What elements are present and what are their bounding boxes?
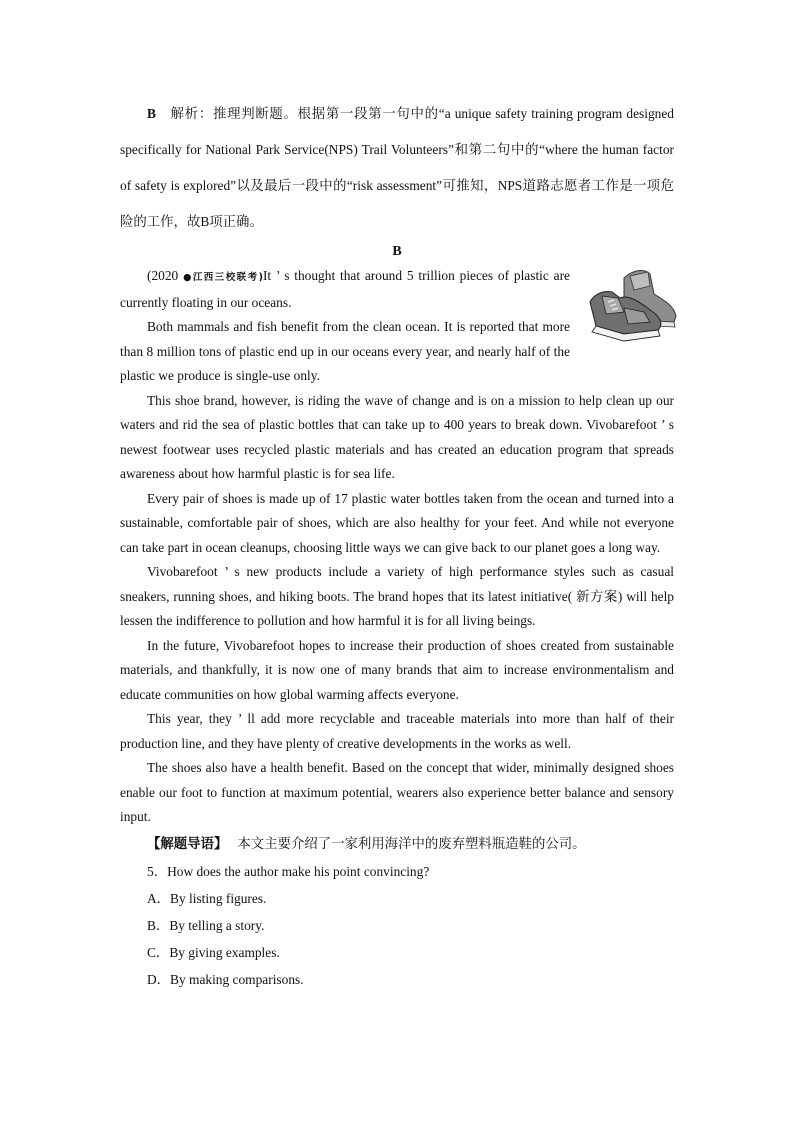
reading-guide [120,830,674,858]
explanation-text: 解析：推理判断题。根据第一段第一句中的“a unique safety training program designed specifically for National Park Service(NPS) Trail Volunteers”和第二句中的“where the human factor of safety is explored”以及最后一段中的“risk assessment”可推知，NPS道路志愿者工作是一项危险的工作，故B项正确。 [120,106,674,229]
guide-tag: 【解题导语】 [147,835,228,851]
guide-text: 本文主要介绍了一家利用海洋中的废弃塑料瓶造鞋的公司。 [237,835,586,851]
passage-paragraph-5: Vivobarefoot ’ s new products include a variety of high performance styles such as casual sneakers, running shoes, and hiking boots. The brand hopes that its latest initiative( 新方案) will help lessen the indifference to pollution and how harmful it is for all living beings. [120,564,674,628]
passage-paragraph-3: This shoe brand, however, is riding the wave of change and is on a mission to help clean up our waters and rid the sea of plastic bottles that can take up to 400 years to break down. Vivobarefoot ’ s newest footwear uses recycled plastic materials and has created an education program that spreads awareness about how harmful plastic is for sea life. [120,392,674,481]
document-page [120,96,674,993]
option-d: D．By making comparisons. [147,971,304,987]
passage-paragraph-4: Every pair of shoes is made up of 17 plastic water bottles taken from the ocean and turned into a sustainable, comfortable pair of shoes, which are also healthy for your feet. And while not everyone can take part in ocean cleanups, choosing little ways we can give back to our planet goes a long way. [120,490,674,555]
reading-passage [120,264,674,830]
paragraph-1-text: It ’ s thought that around 5 trillion pieces of plastic are currently floating in our oceans. [120,268,570,310]
option-b: B．By telling a story. [147,917,265,933]
section-title: B [392,244,402,259]
passage-paragraph-2: Both mammals and fish benefit from the clean ocean. It is reported that more than 8 million tons of plastic end up in our oceans every year, and nearly half of the plastic we produce is single-use only. [120,319,570,383]
option-a: A．By listing figures. [147,890,267,906]
answer-letter: B [147,106,156,121]
answer-explanation [120,96,674,240]
option-c: C．By giving examples. [147,944,280,960]
passage-paragraph-8: The shoes also have a health benefit. Based on the concept that wider, minimally designed shoes enable our foot to function at maximum potential, wearers also experience better balance and sensory input. [120,760,674,824]
question-stem: 5．How does the author make his point convincing? [147,863,430,879]
passage-paragraph-6: In the future, Vivobarefoot hopes to increase their production of shoes created from sustainable materials, and thankfully, it is now one of many brands that aim to increase environmentalism and educate communities on how global warming affects everyone. [120,637,674,702]
sneaker-icon [584,264,680,344]
passage-paragraph-7: This year, they ’ ll add more recyclable and traceable materials into more than half of their production line, and they have plenty of creative developments in the works as well. [120,711,674,751]
source-year: (2020 [147,268,179,283]
source-label: ●江西三校联考) [183,272,263,283]
